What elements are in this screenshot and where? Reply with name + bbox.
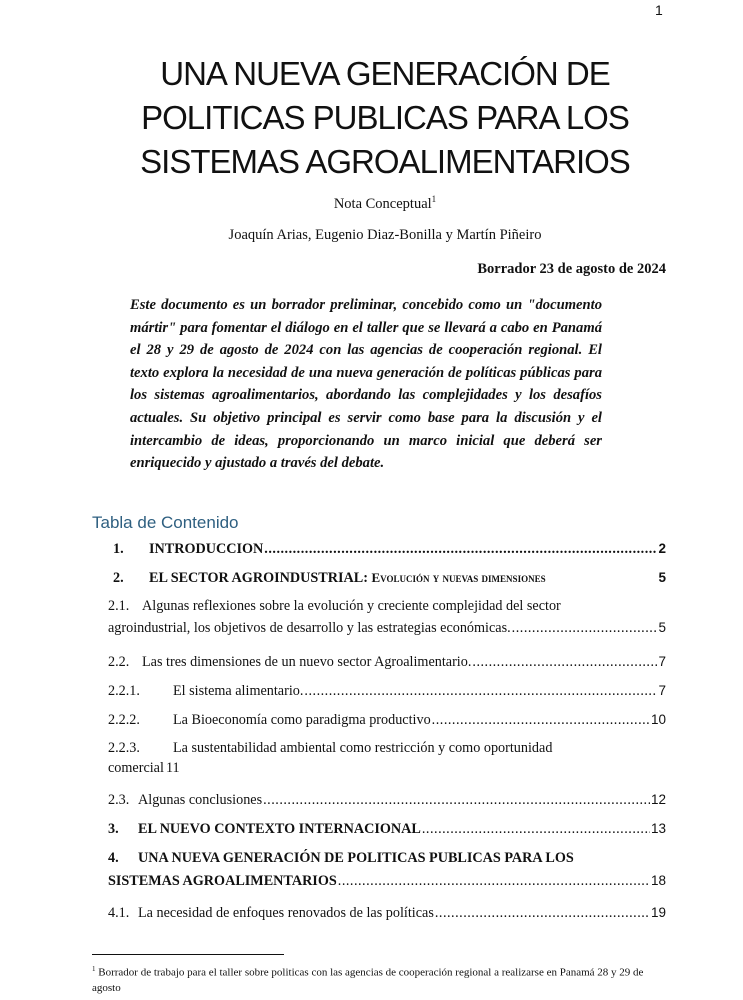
footnote-mark: 1: [92, 965, 96, 973]
toc-text: comercial: [108, 760, 164, 776]
toc-leader: [512, 620, 658, 637]
toc-text: La necesidad de enfoques renovados de las políticas: [138, 905, 434, 921]
toc-text: Las tres dimensiones de un nuevo sector Agroalimentario.: [142, 654, 472, 670]
toc-page: 10: [650, 712, 666, 727]
toc-leader: [432, 712, 650, 729]
toc-entry[interactable]: [113, 541, 666, 558]
toc-number: 4.: [108, 850, 119, 866]
toc-title: Tabla de Contenido: [92, 513, 239, 532]
toc-entry[interactable]: [108, 850, 666, 890]
toc-text: UNA NUEVA GENERACIÓN DE POLITICAS PUBLICAS PARA LOS: [138, 850, 574, 866]
toc-page: 12: [650, 792, 666, 807]
toc-text: EL NUEVO CONTEXTO INTERNACIONAL: [138, 821, 421, 837]
toc-page: 5: [658, 620, 666, 635]
title-line: SISTEMAS AGROALIMENTARIOS: [140, 143, 630, 180]
title-line: POLITICAS PUBLICAS PARA LOS: [141, 99, 629, 136]
toc-leader: [264, 541, 657, 558]
toc-page: 7: [658, 654, 666, 669]
toc-leader: [304, 683, 657, 700]
footnote-text: Borrador de trabajo para el taller sobre politicas con las agencias de cooperación regional a realizarse en Panamá 28 y 29 de agosto: [92, 966, 644, 994]
footnote-ref[interactable]: 1: [431, 194, 437, 204]
toc-number: 2.3.: [108, 792, 130, 808]
subtitle: [0, 194, 743, 213]
toc-entry[interactable]: [113, 570, 666, 587]
toc-leader: [422, 821, 650, 838]
page-number: 1: [655, 2, 663, 18]
draft-date: Borrador 23 de agosto de 2024: [477, 261, 666, 277]
toc-page: 11: [165, 760, 180, 776]
toc-page: 19: [650, 905, 666, 920]
toc-text: SISTEMAS AGROALIMENTARIOS: [108, 873, 337, 889]
toc-text: agroindustrial, los objetivos de desarrollo y las estrategias económicas.: [108, 620, 511, 636]
toc-number: 2.2.2.: [108, 712, 140, 728]
toc-number: 3.: [108, 821, 119, 837]
title-line: UNA NUEVA GENERACIÓN DE: [160, 55, 610, 92]
toc-leader: [472, 654, 657, 671]
toc-text: INTRODUCCION: [149, 541, 264, 557]
toc-page: 2: [658, 541, 666, 556]
toc-number: 2.1.: [108, 598, 130, 614]
toc-text: La sustentabilidad ambiental como restricción y como oportunidad: [173, 740, 553, 756]
document-title: [60, 52, 710, 184]
toc-text: El sistema alimentario.: [173, 683, 304, 699]
toc-number: 2.2.: [108, 654, 130, 670]
toc-number: 1.: [113, 541, 124, 557]
toc-entry[interactable]: [108, 821, 666, 838]
toc-text: La Bioeconomía como paradigma productivo: [173, 712, 431, 728]
toc-page: 18: [650, 873, 666, 888]
toc-entry[interactable]: [108, 654, 666, 671]
toc-entry[interactable]: [108, 712, 666, 729]
abstract: Este documento es un borrador preliminar, concebido como un "documento mártir" para fomentar el diálogo en el taller que se llevará a cabo en Panamá el 28 y 29 de agosto de 2024 con las agencias de cooperación regional. El texto explora la necesidad de una nueva generación de políticas públicas para los sistemas agroalimentarios, abordando las complejidades y los desafíos actuales. Su objetivo principal es servir como base para la discusión y el intercambio de ideas, proporcionando un marco inicial que deberá ser enriquecido y ajustado a través del debate.: [130, 297, 602, 472]
toc-number: 2.2.1.: [108, 683, 140, 699]
toc-text: EL SECTOR AGROINDUSTRIAL:: [149, 570, 368, 586]
toc-entry[interactable]: [108, 683, 666, 700]
toc-number: 2.2.3.: [108, 740, 140, 756]
toc-entry[interactable]: [108, 792, 666, 809]
toc-leader: [435, 905, 650, 922]
authors: Joaquín Arias, Eugenio Diaz-Bonilla y Martín Piñeiro: [228, 227, 542, 243]
subtitle-text: Nota Conceptual: [333, 195, 432, 212]
toc-page: 7: [658, 683, 666, 698]
footnote-separator: [92, 954, 284, 955]
toc-entry[interactable]: [108, 905, 666, 922]
toc-number: 4.1.: [108, 905, 130, 921]
toc-text: Algunas conclusiones: [138, 792, 263, 808]
toc-leader: [338, 873, 650, 890]
toc-entry[interactable]: [108, 740, 666, 777]
toc-page: 13: [650, 821, 666, 836]
toc-text-smallcaps: Evolución y nuevas dimensiones: [371, 570, 546, 585]
toc-page: 5: [658, 570, 666, 585]
toc-number: 2.: [113, 570, 124, 586]
toc-text: Algunas reflexiones sobre la evolución y creciente complejidad del sector: [142, 598, 561, 614]
toc-entry[interactable]: [108, 598, 666, 637]
footnote: [92, 962, 672, 996]
toc-leader: [263, 792, 650, 809]
